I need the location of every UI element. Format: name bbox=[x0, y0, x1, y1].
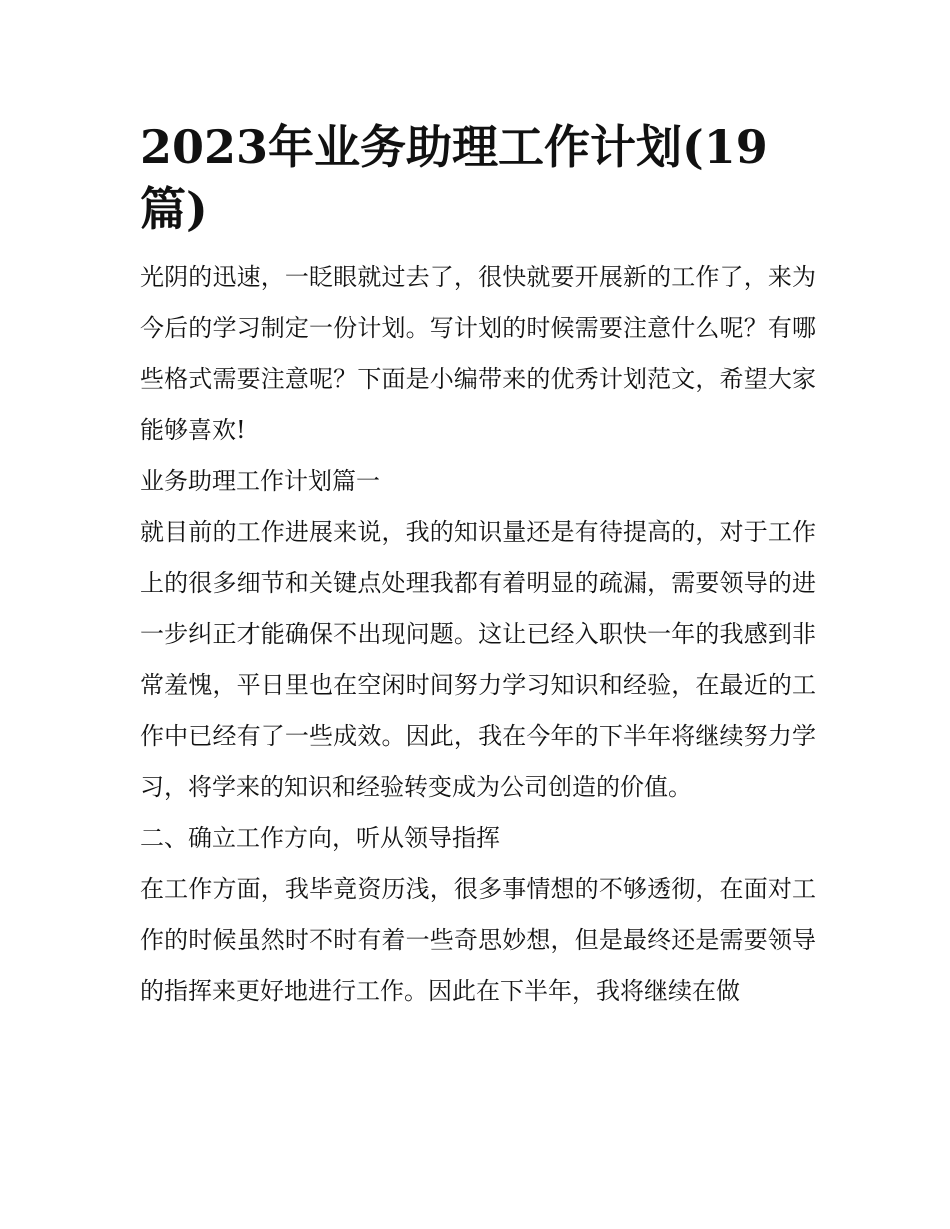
section-heading-2: 二、确立工作方向，听从领导指挥 bbox=[140, 824, 500, 852]
section-paragraph-1: 就目前的工作进展来说，我的知识量还是有待提高的，对于工作上的很多细节和关键点处理我都有着明显的疏漏，需要领导的进一步纠正才能确保不出现问题。这让已经入职快一年的我感到非常羞愧，平日里也在空闲时间努力学习知识和经验，在最近的工作中已经有了一些成效。因此，我在今年的下半年将继续努力学习，将学来的知识和经验转变成为公司创造的价值。 bbox=[140, 518, 816, 801]
section-paragraph-2: 在工作方面，我毕竟资历浅，很多事情想的不够透彻，在面对工作的时候虽然时不时有着一些奇思妙想，但是最终还是需要领导的指挥来更好地进行工作。因此在下半年，我将继续在做 bbox=[140, 875, 816, 1005]
document-body bbox=[140, 116, 816, 1017]
document-title: 2023年业务助理工作计划(19篇) bbox=[140, 120, 768, 236]
intro-paragraph: 光阴的迅速，一眨眼就过去了，很快就要开展新的工作了，来为今后的学习制定一份计划。写计划的时候需要注意什么呢？有哪些格式需要注意呢？下面是小编带来的优秀计划范文，希望大家能够喜欢! bbox=[140, 263, 816, 444]
section-heading-1: 业务助理工作计划篇一 bbox=[140, 467, 380, 495]
